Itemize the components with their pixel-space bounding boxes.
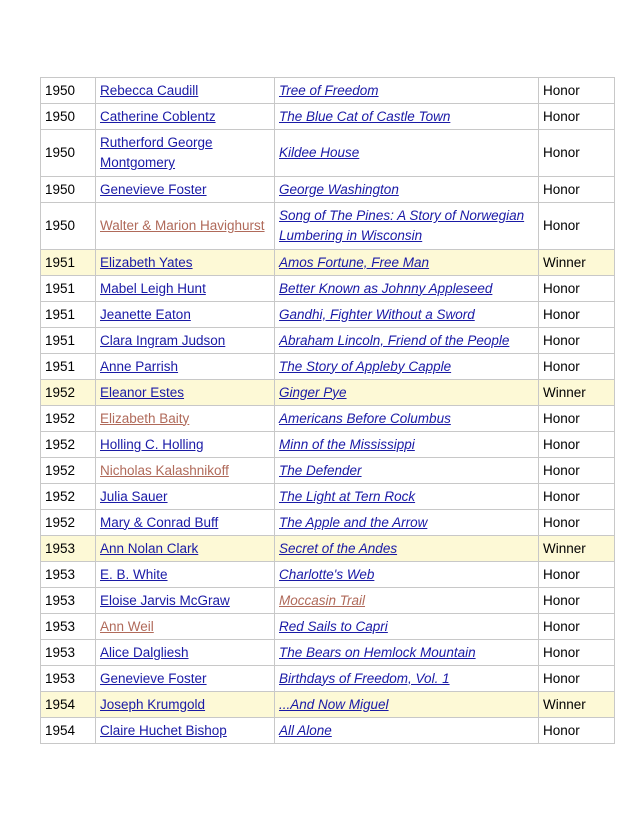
award-cell: Honor xyxy=(539,640,615,666)
table-row xyxy=(41,276,615,302)
title-link[interactable]: The Story of Appleby Capple xyxy=(279,358,452,374)
year-cell: 1953 xyxy=(41,562,96,588)
year-cell: 1953 xyxy=(41,666,96,692)
title-cell xyxy=(275,380,539,406)
title-cell xyxy=(275,250,539,276)
author-link[interactable]: Clara Ingram Judson xyxy=(100,332,226,348)
title-cell xyxy=(275,666,539,692)
author-link[interactable]: Genevieve Foster xyxy=(100,181,207,197)
table-row xyxy=(41,562,615,588)
author-cell xyxy=(96,354,275,380)
author-link[interactable]: Ann Weil xyxy=(100,618,154,634)
table-row xyxy=(41,510,615,536)
year-cell: 1954 xyxy=(41,692,96,718)
year-cell: 1954 xyxy=(41,718,96,744)
author-link[interactable]: Walter & Marion Havighurst xyxy=(100,218,265,233)
title-cell xyxy=(275,562,539,588)
award-cell: Honor xyxy=(539,484,615,510)
table-row xyxy=(41,536,615,562)
author-cell xyxy=(96,588,275,614)
author-cell xyxy=(96,302,275,328)
award-cell: Honor xyxy=(539,718,615,744)
author-cell xyxy=(96,484,275,510)
award-cell: Honor xyxy=(539,203,615,250)
title-cell xyxy=(275,614,539,640)
author-cell xyxy=(96,562,275,588)
table-row xyxy=(41,484,615,510)
author-cell xyxy=(96,328,275,354)
title-link[interactable]: Song of The Pines: A Story of Norwegian Lumbering in Wisconsin xyxy=(279,208,525,243)
table-row xyxy=(41,78,615,104)
title-link[interactable]: Minn of the Mississippi xyxy=(279,436,415,452)
award-cell: Honor xyxy=(539,177,615,203)
title-cell xyxy=(275,406,539,432)
author-link[interactable]: Eloise Jarvis McGraw xyxy=(100,592,230,608)
author-link[interactable]: Nicholas Kalashnikoff xyxy=(100,462,229,478)
award-cell: Honor xyxy=(539,510,615,536)
author-cell xyxy=(96,250,275,276)
table-row xyxy=(41,432,615,458)
author-link[interactable]: Holling C. Holling xyxy=(100,436,204,452)
table-row xyxy=(41,354,615,380)
title-link[interactable]: Birthdays of Freedom, Vol. 1 xyxy=(279,670,450,686)
award-cell: Winner xyxy=(539,380,615,406)
year-cell: 1952 xyxy=(41,380,96,406)
author-link[interactable]: Joseph Krumgold xyxy=(100,696,206,712)
title-link[interactable]: Americans Before Columbus xyxy=(279,410,451,426)
table-row xyxy=(41,130,615,177)
award-cell: Honor xyxy=(539,458,615,484)
author-link[interactable]: Alice Dalgliesh xyxy=(100,644,189,660)
table-row xyxy=(41,250,615,276)
awards-table xyxy=(40,77,615,744)
year-cell: 1953 xyxy=(41,588,96,614)
author-cell xyxy=(96,536,275,562)
title-link[interactable]: Kildee House xyxy=(279,145,360,160)
title-link[interactable]: Abraham Lincoln, Friend of the People xyxy=(279,332,510,348)
author-cell xyxy=(96,458,275,484)
title-link[interactable]: The Light at Tern Rock xyxy=(279,488,416,504)
title-cell xyxy=(275,78,539,104)
table-row xyxy=(41,692,615,718)
award-cell: Honor xyxy=(539,588,615,614)
title-cell xyxy=(275,640,539,666)
author-cell xyxy=(96,104,275,130)
award-cell: Honor xyxy=(539,130,615,177)
title-cell xyxy=(275,510,539,536)
title-link[interactable]: Secret of the Andes xyxy=(279,540,398,556)
table-row xyxy=(41,380,615,406)
year-cell: 1950 xyxy=(41,104,96,130)
table-row xyxy=(41,588,615,614)
year-cell: 1952 xyxy=(41,458,96,484)
author-cell xyxy=(96,406,275,432)
title-link[interactable]: Better Known as Johnny Appleseed xyxy=(279,280,493,296)
year-cell: 1951 xyxy=(41,276,96,302)
title-link[interactable]: Moccasin Trail xyxy=(279,592,366,608)
author-cell xyxy=(96,177,275,203)
author-link[interactable]: Anne Parrish xyxy=(100,358,179,374)
title-cell xyxy=(275,130,539,177)
title-cell xyxy=(275,354,539,380)
author-cell xyxy=(96,692,275,718)
title-cell xyxy=(275,276,539,302)
award-cell: Honor xyxy=(539,354,615,380)
author-cell xyxy=(96,666,275,692)
table-row xyxy=(41,203,615,250)
table-row xyxy=(41,640,615,666)
title-cell xyxy=(275,177,539,203)
author-link[interactable]: Mary & Conrad Buff xyxy=(100,514,219,530)
author-link[interactable]: Elizabeth Yates xyxy=(100,254,193,270)
award-cell: Honor xyxy=(539,104,615,130)
title-cell xyxy=(275,203,539,250)
author-link[interactable]: Jeanette Eaton xyxy=(100,306,191,322)
title-link[interactable]: All Alone xyxy=(279,722,332,738)
author-link[interactable]: Eleanor Estes xyxy=(100,384,185,400)
title-cell xyxy=(275,432,539,458)
author-cell xyxy=(96,203,275,250)
title-cell xyxy=(275,104,539,130)
title-link[interactable]: Amos Fortune, Free Man xyxy=(279,254,430,270)
title-cell xyxy=(275,458,539,484)
award-cell: Honor xyxy=(539,666,615,692)
title-link[interactable]: The Bears on Hemlock Mountain xyxy=(279,644,476,660)
award-cell: Honor xyxy=(539,78,615,104)
author-link[interactable]: Ann Nolan Clark xyxy=(100,540,199,556)
title-link[interactable]: Charlotte's Web xyxy=(279,566,375,582)
title-cell xyxy=(275,692,539,718)
author-cell xyxy=(96,78,275,104)
award-cell: Honor xyxy=(539,562,615,588)
title-link[interactable]: George Washington xyxy=(279,181,399,197)
year-cell: 1951 xyxy=(41,250,96,276)
award-cell: Honor xyxy=(539,276,615,302)
year-cell: 1951 xyxy=(41,328,96,354)
title-link[interactable]: Gandhi, Fighter Without a Sword xyxy=(279,306,475,322)
author-cell xyxy=(96,130,275,177)
title-link[interactable]: The Apple and the Arrow xyxy=(279,514,428,530)
year-cell: 1950 xyxy=(41,78,96,104)
title-cell xyxy=(275,536,539,562)
year-cell: 1951 xyxy=(41,354,96,380)
table-row xyxy=(41,614,615,640)
author-link[interactable]: Rebecca Caudill xyxy=(100,82,199,98)
author-cell xyxy=(96,380,275,406)
year-cell: 1953 xyxy=(41,536,96,562)
title-link[interactable]: Red Sails to Capri xyxy=(279,618,388,634)
author-link[interactable]: Elizabeth Baity xyxy=(100,410,190,426)
table-row xyxy=(41,177,615,203)
year-cell: 1951 xyxy=(41,302,96,328)
year-cell: 1953 xyxy=(41,614,96,640)
title-link[interactable]: The Blue Cat of Castle Town xyxy=(279,108,451,124)
year-cell: 1953 xyxy=(41,640,96,666)
author-link[interactable]: Mabel Leigh Hunt xyxy=(100,280,206,296)
year-cell: 1952 xyxy=(41,432,96,458)
table-row xyxy=(41,302,615,328)
title-link[interactable]: Tree of Freedom xyxy=(279,82,379,98)
author-cell xyxy=(96,510,275,536)
title-link[interactable]: The Defender xyxy=(279,462,362,478)
table-row xyxy=(41,328,615,354)
award-cell: Honor xyxy=(539,328,615,354)
author-link[interactable]: Claire Huchet Bishop xyxy=(100,722,227,738)
author-link[interactable]: Rutherford George Montgomery xyxy=(100,135,213,170)
author-cell xyxy=(96,276,275,302)
year-cell: 1952 xyxy=(41,406,96,432)
author-link[interactable]: E. B. White xyxy=(100,566,168,582)
award-cell: Winner xyxy=(539,692,615,718)
award-cell: Honor xyxy=(539,614,615,640)
title-cell xyxy=(275,484,539,510)
year-cell: 1950 xyxy=(41,130,96,177)
table-row xyxy=(41,718,615,744)
author-cell xyxy=(96,614,275,640)
award-cell: Honor xyxy=(539,302,615,328)
year-cell: 1950 xyxy=(41,177,96,203)
table-row xyxy=(41,666,615,692)
author-cell xyxy=(96,640,275,666)
author-link[interactable]: Julia Sauer xyxy=(100,488,168,504)
year-cell: 1952 xyxy=(41,510,96,536)
author-link[interactable]: Catherine Coblentz xyxy=(100,108,216,124)
title-cell xyxy=(275,718,539,744)
award-cell: Winner xyxy=(539,536,615,562)
author-cell xyxy=(96,432,275,458)
title-cell xyxy=(275,328,539,354)
table-row xyxy=(41,458,615,484)
title-link[interactable]: Ginger Pye xyxy=(279,384,347,400)
table-row xyxy=(41,406,615,432)
title-cell xyxy=(275,302,539,328)
title-link[interactable]: ...And Now Miguel xyxy=(279,696,389,712)
year-cell: 1950 xyxy=(41,203,96,250)
author-link[interactable]: Genevieve Foster xyxy=(100,670,207,686)
year-cell: 1952 xyxy=(41,484,96,510)
award-cell: Winner xyxy=(539,250,615,276)
author-cell xyxy=(96,718,275,744)
award-cell: Honor xyxy=(539,406,615,432)
table-row xyxy=(41,104,615,130)
title-cell xyxy=(275,588,539,614)
award-cell: Honor xyxy=(539,432,615,458)
